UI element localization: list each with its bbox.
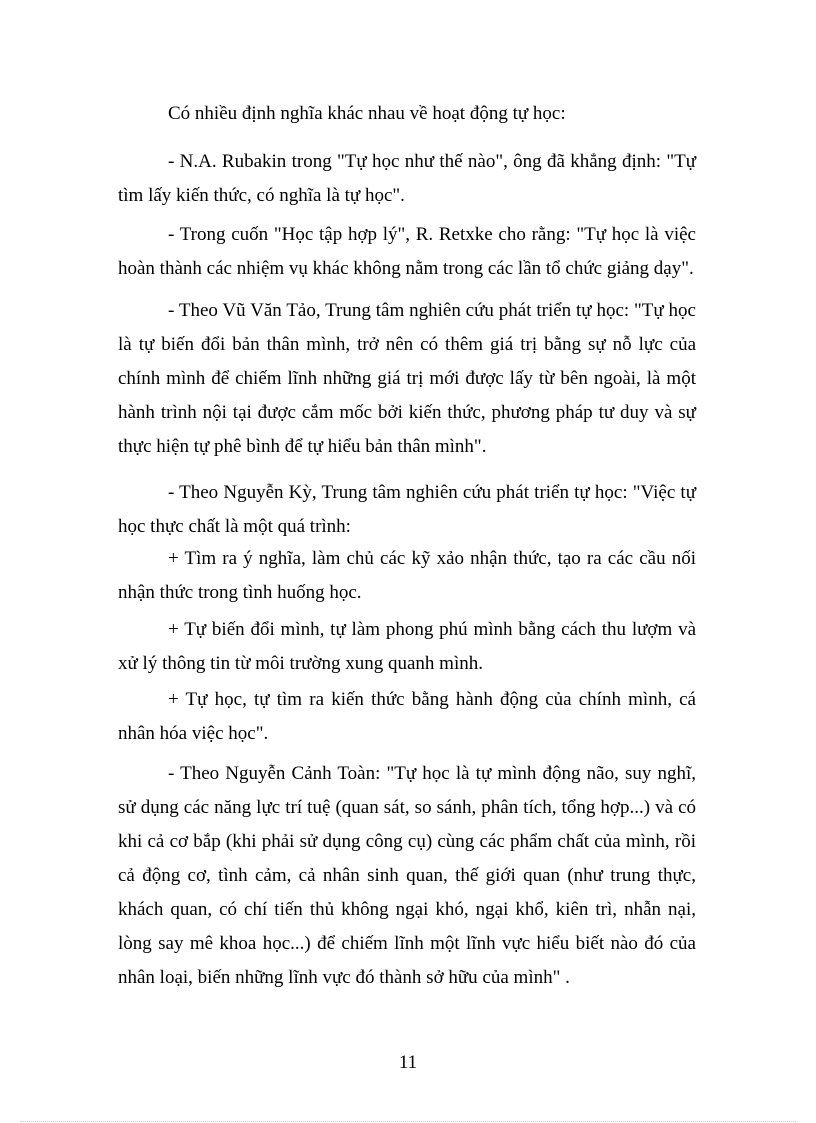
intro-paragraph: Có nhiều định nghĩa khác nhau về hoạt động tự học:: [168, 103, 566, 124]
nguyen-canh-toan-paragraph: - Theo Nguyễn Cảnh Toàn: "Tự học là tự mình động não, suy nghĩ, sử dụng các năng lực trí tuệ (quan sát, so sánh, phân tích, tổng hợp...) và có khi cả cơ bắp (khi phải sử dụng công cụ) cùng các phẩm chất của mình, rồi cả động cơ, tình cảm, cả nhân sinh quan, thế giới quan (như trung thực, khách quan, có chí tiến thủ không ngại khó, ngại khổ, kiên trì, nhẫn nại, lòng say mê khoa học...) để chiếm lĩnh một lĩnh vực hiểu biết nào đó của nhân loại, biến những lĩnh vực đó thành sở hữu của mình" .: [118, 763, 696, 988]
nguyen-ky-paragraph: - Theo Nguyễn Kỳ, Trung tâm nghiên cứu phát triển tự học: "Việc tự học thực chất là một quá trình:: [118, 482, 696, 537]
page-number: 11: [398, 1052, 418, 1073]
retxke-paragraph: - Trong cuốn "Học tập hợp lý", R. Retxke cho rằng: "Tự học là việc hoàn thành các nhiệm vụ khác không nằm trong các lần tổ chức giảng dạy".: [118, 224, 696, 279]
bullet-paragraph-2: + Tự biến đổi mình, tự làm phong phú mình bằng cách thu lượm và xử lý thông tin từ môi trường xung quanh mình.: [118, 619, 696, 674]
bullet-paragraph-1: + Tìm ra ý nghĩa, làm chủ các kỹ xảo nhận thức, tạo ra các cầu nối nhận thức trong tình huống học.: [118, 548, 696, 603]
vu-van-tao-paragraph: - Theo Vũ Văn Tảo, Trung tâm nghiên cứu phát triển tự học: "Tự học là tự biến đổi bản thân mình, trở nên có thêm giá trị bằng sự nỗ lực của chính mình để chiếm lĩnh những giá trị mới được lấy từ bên ngoài, là một hành trình nội tại được cắm mốc bởi kiến thức, phương pháp tư duy và sự thực hiện tự phê bình để tự hiểu bản thân mình".: [118, 300, 696, 457]
rubakin-paragraph: - N.A. Rubakin trong "Tự học như thế nào", ông đã khẳng định: "Tự tìm lấy kiến thức, có nghĩa là tự học".: [118, 151, 696, 206]
bullet-paragraph-3: + Tự học, tự tìm ra kiến thức bằng hành động của chính mình, cá nhân hóa việc học".: [118, 689, 696, 744]
page-bottom-divider: [20, 1121, 796, 1122]
